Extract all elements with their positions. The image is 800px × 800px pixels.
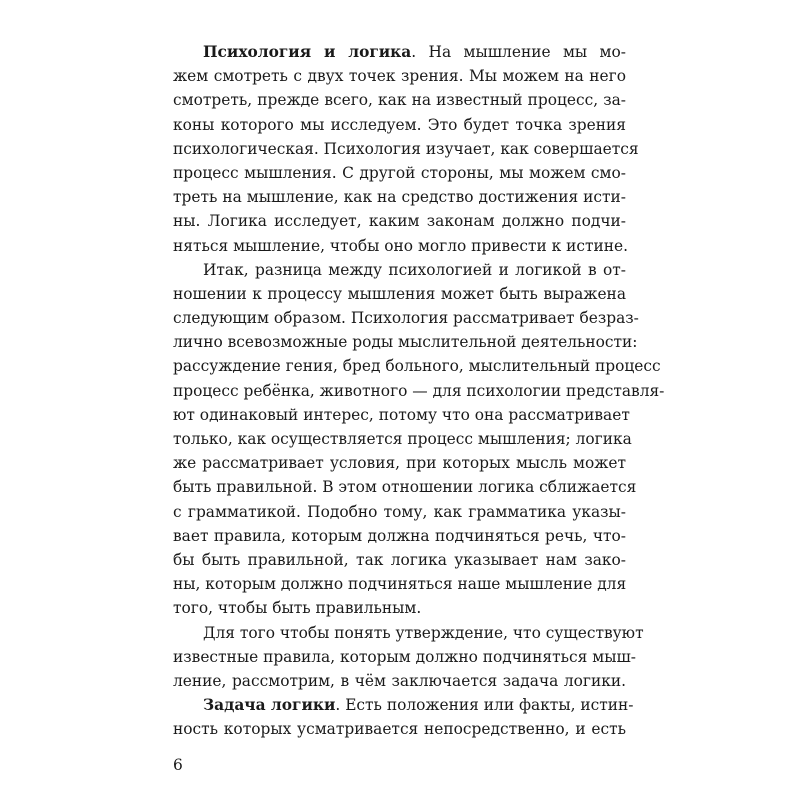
- text-line: следующим образом. Психология рассматривает безраз-: [173, 309, 639, 328]
- text-line: рассуждение гения, бред больного, мыслительный процесс: [173, 357, 661, 376]
- text-line: коны которого мы исследуем. Это будет точка зрения: [173, 115, 626, 134]
- text-line: же рассматривает условия, при которых мысль может: [173, 454, 626, 473]
- text-line: ны. Логика исследует, каким законам должно подчи-: [173, 212, 626, 231]
- text-line: ны, которым должно подчиняться наше мышление для: [173, 575, 627, 594]
- text-line: смотреть, прежде всего, как на известный процесс, за-: [173, 91, 626, 110]
- text-line: бы быть правильной, так логика указывает нам зако-: [173, 550, 626, 569]
- section-heading-logic-task: Задача логики: [203, 696, 336, 715]
- text-line: Психология и логика. На мышление мы мо-: [203, 43, 626, 61]
- text-line: жем смотреть с двух точек зрения. Мы можем на него: [173, 67, 626, 86]
- body-text: [173, 40, 665, 741]
- text-line: процесс ребёнка, животного — для психологии представля-: [173, 381, 665, 400]
- text-line: вает правила, которым должна подчиняться речь, что-: [173, 526, 626, 545]
- text-line: Задача логики. Есть положения или факты, истин-: [203, 696, 634, 715]
- text-line: психологическая. Психология изучает, как совершается: [173, 139, 639, 158]
- section-heading-psychology-logic: Психология и логика: [203, 43, 412, 61]
- text-line: ление, рассмотрим, в чём заключается задача логики.: [173, 671, 626, 690]
- text-line: ют одинаковый интерес, потому что она рассматривает: [173, 405, 630, 424]
- text-line: няться мышление, чтобы оно могло привести к истине.: [173, 236, 629, 255]
- page-number: 6: [173, 756, 183, 774]
- text-line: Итак, разница между психологией и логикой в от-: [203, 260, 626, 279]
- text-line: только, как осуществляется процесс мышления; логика: [173, 430, 632, 448]
- text-line: с грамматикой. Подобно тому, как грамматика указы-: [173, 502, 626, 521]
- text-line: ношении к процессу мышления может быть выражена: [173, 284, 626, 303]
- text-line: Для того чтобы понять утверждение, что существуют: [203, 623, 644, 642]
- text-line: лично всевозможные роды мыслительной деятельности:: [173, 333, 638, 352]
- text-line: процесс мышления. С другой стороны, мы можем смо-: [173, 163, 626, 182]
- text-line: ность которых усматривается непосредственно, и есть: [173, 720, 626, 739]
- text-line: треть на мышление, как на средство достижения исти-: [173, 188, 626, 207]
- text-line: известные правила, которым должно подчиняться мыш-: [173, 647, 636, 666]
- text-line: быть правильной. В этом отношении логика сближается: [173, 478, 637, 497]
- text-line: того, чтобы быть правильным.: [173, 599, 422, 618]
